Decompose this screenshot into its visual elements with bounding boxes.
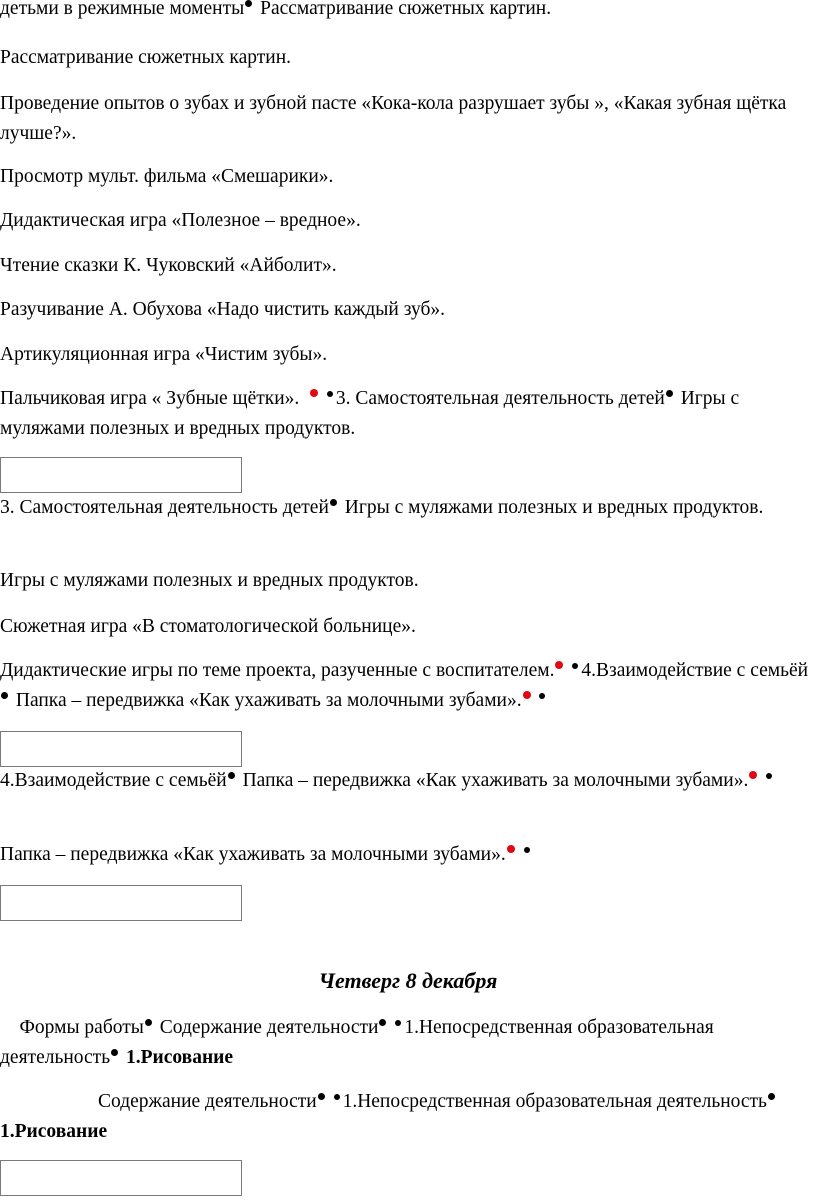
text: 3. Самостоятельная деятельность детей [335,388,665,409]
paragraph-12: Сюжетная игра «В стоматологической больнице». [0,616,416,637]
bullet-icon [379,1019,386,1026]
bullet-icon [145,1019,152,1026]
paragraph-14 [0,766,812,796]
text-box [0,885,242,921]
text: 3. Самостоятельная деятельность детей [0,497,329,518]
text: 4.Взаимодействие с семьёй [581,660,809,681]
bullet-icon [111,1049,118,1056]
bold-text: 1.Рисование [125,1047,234,1068]
text: Дидактические игры по теме проекта, разученные с воспитателем. [0,660,555,681]
text: Папка – передвижка «Как ухаживать за молочными зубами». [11,690,522,711]
text: Содержание деятельности [98,1091,317,1112]
bullet-icon [539,693,545,699]
text: Рассматривание сюжетных картин. [255,0,552,19]
bullet-icon [1,692,8,699]
bullet-red-icon [523,691,531,699]
text: 1.Непосредственная образовательная деятельность [342,1091,767,1112]
paragraph-9 [0,384,812,444]
text-box [0,1160,242,1196]
bullet-red-icon [749,771,757,779]
paragraph-5: Дидактическая игра «Полезное – вредное». [0,210,361,231]
text: Папка – передвижка «Как ухаживать за молочными зубами». [237,770,749,791]
paragraph-6: Чтение сказки К. Чуковский «Айболит». [0,255,337,276]
bullet-red-icon [310,389,318,397]
text: Игры с муляжами полезных и вредных продуктов. [339,497,764,518]
bullet-icon [245,0,252,7]
text: Формы работы [0,1017,144,1038]
text: 4.Взаимодействие с семьёй [0,770,227,791]
paragraph-11: Игры с муляжами полезных и вредных продуктов. [0,570,419,591]
bullet-red-icon [507,845,515,853]
text: Игры с муляжами полезных и вредных продуктов. [0,388,740,439]
paragraph-2: Рассматривание сюжетных картин. [0,47,292,68]
paragraph-8: Артикуляционная игра «Чистим зубы». [0,344,328,365]
paragraph-15 [0,840,812,870]
bold-text: 1.Рисование [0,1121,108,1142]
bullet-icon [228,772,235,779]
bullet-icon [666,390,673,397]
section-heading: Четверг 8 декабря [318,968,498,993]
bullet-red-icon [555,661,563,669]
bullet-icon [395,1020,401,1026]
bullet-icon [334,1094,340,1100]
text-box [0,731,242,767]
text-box [0,457,242,493]
bullet-icon [318,1093,325,1100]
paragraph-16 [0,1013,812,1073]
bullet-icon [330,499,337,506]
paragraph-10 [0,493,812,523]
bullet-icon [768,1093,775,1100]
text: Пальчиковая игра « Зубные щётки». [0,388,300,409]
bullet-icon [572,663,578,669]
paragraph-1 [0,0,812,24]
text: 1.Непосредственная образовательная деятельность [0,1017,719,1068]
bullet-icon [524,847,530,853]
paragraph-13 [0,656,812,716]
paragraph-7: Разучивание А. Обухова «Надо чистить каждый зуб». [0,299,446,320]
paragraph-3: Проведение опытов о зубах и зубной пасте «Кока-кола разрушает зубы », «Какая зубная щётка лучше?». [0,93,787,144]
paragraph-17 [0,1087,812,1147]
text: детьми в режимные моменты [0,0,245,19]
bullet-icon [766,773,772,779]
text: Содержание деятельности [154,1017,379,1038]
paragraph-4: Просмотр мульт. фильма «Смешарики». [0,166,334,187]
text: Папка – передвижка «Как ухаживать за молочными зубами». [0,844,506,865]
bullet-icon [327,391,333,397]
